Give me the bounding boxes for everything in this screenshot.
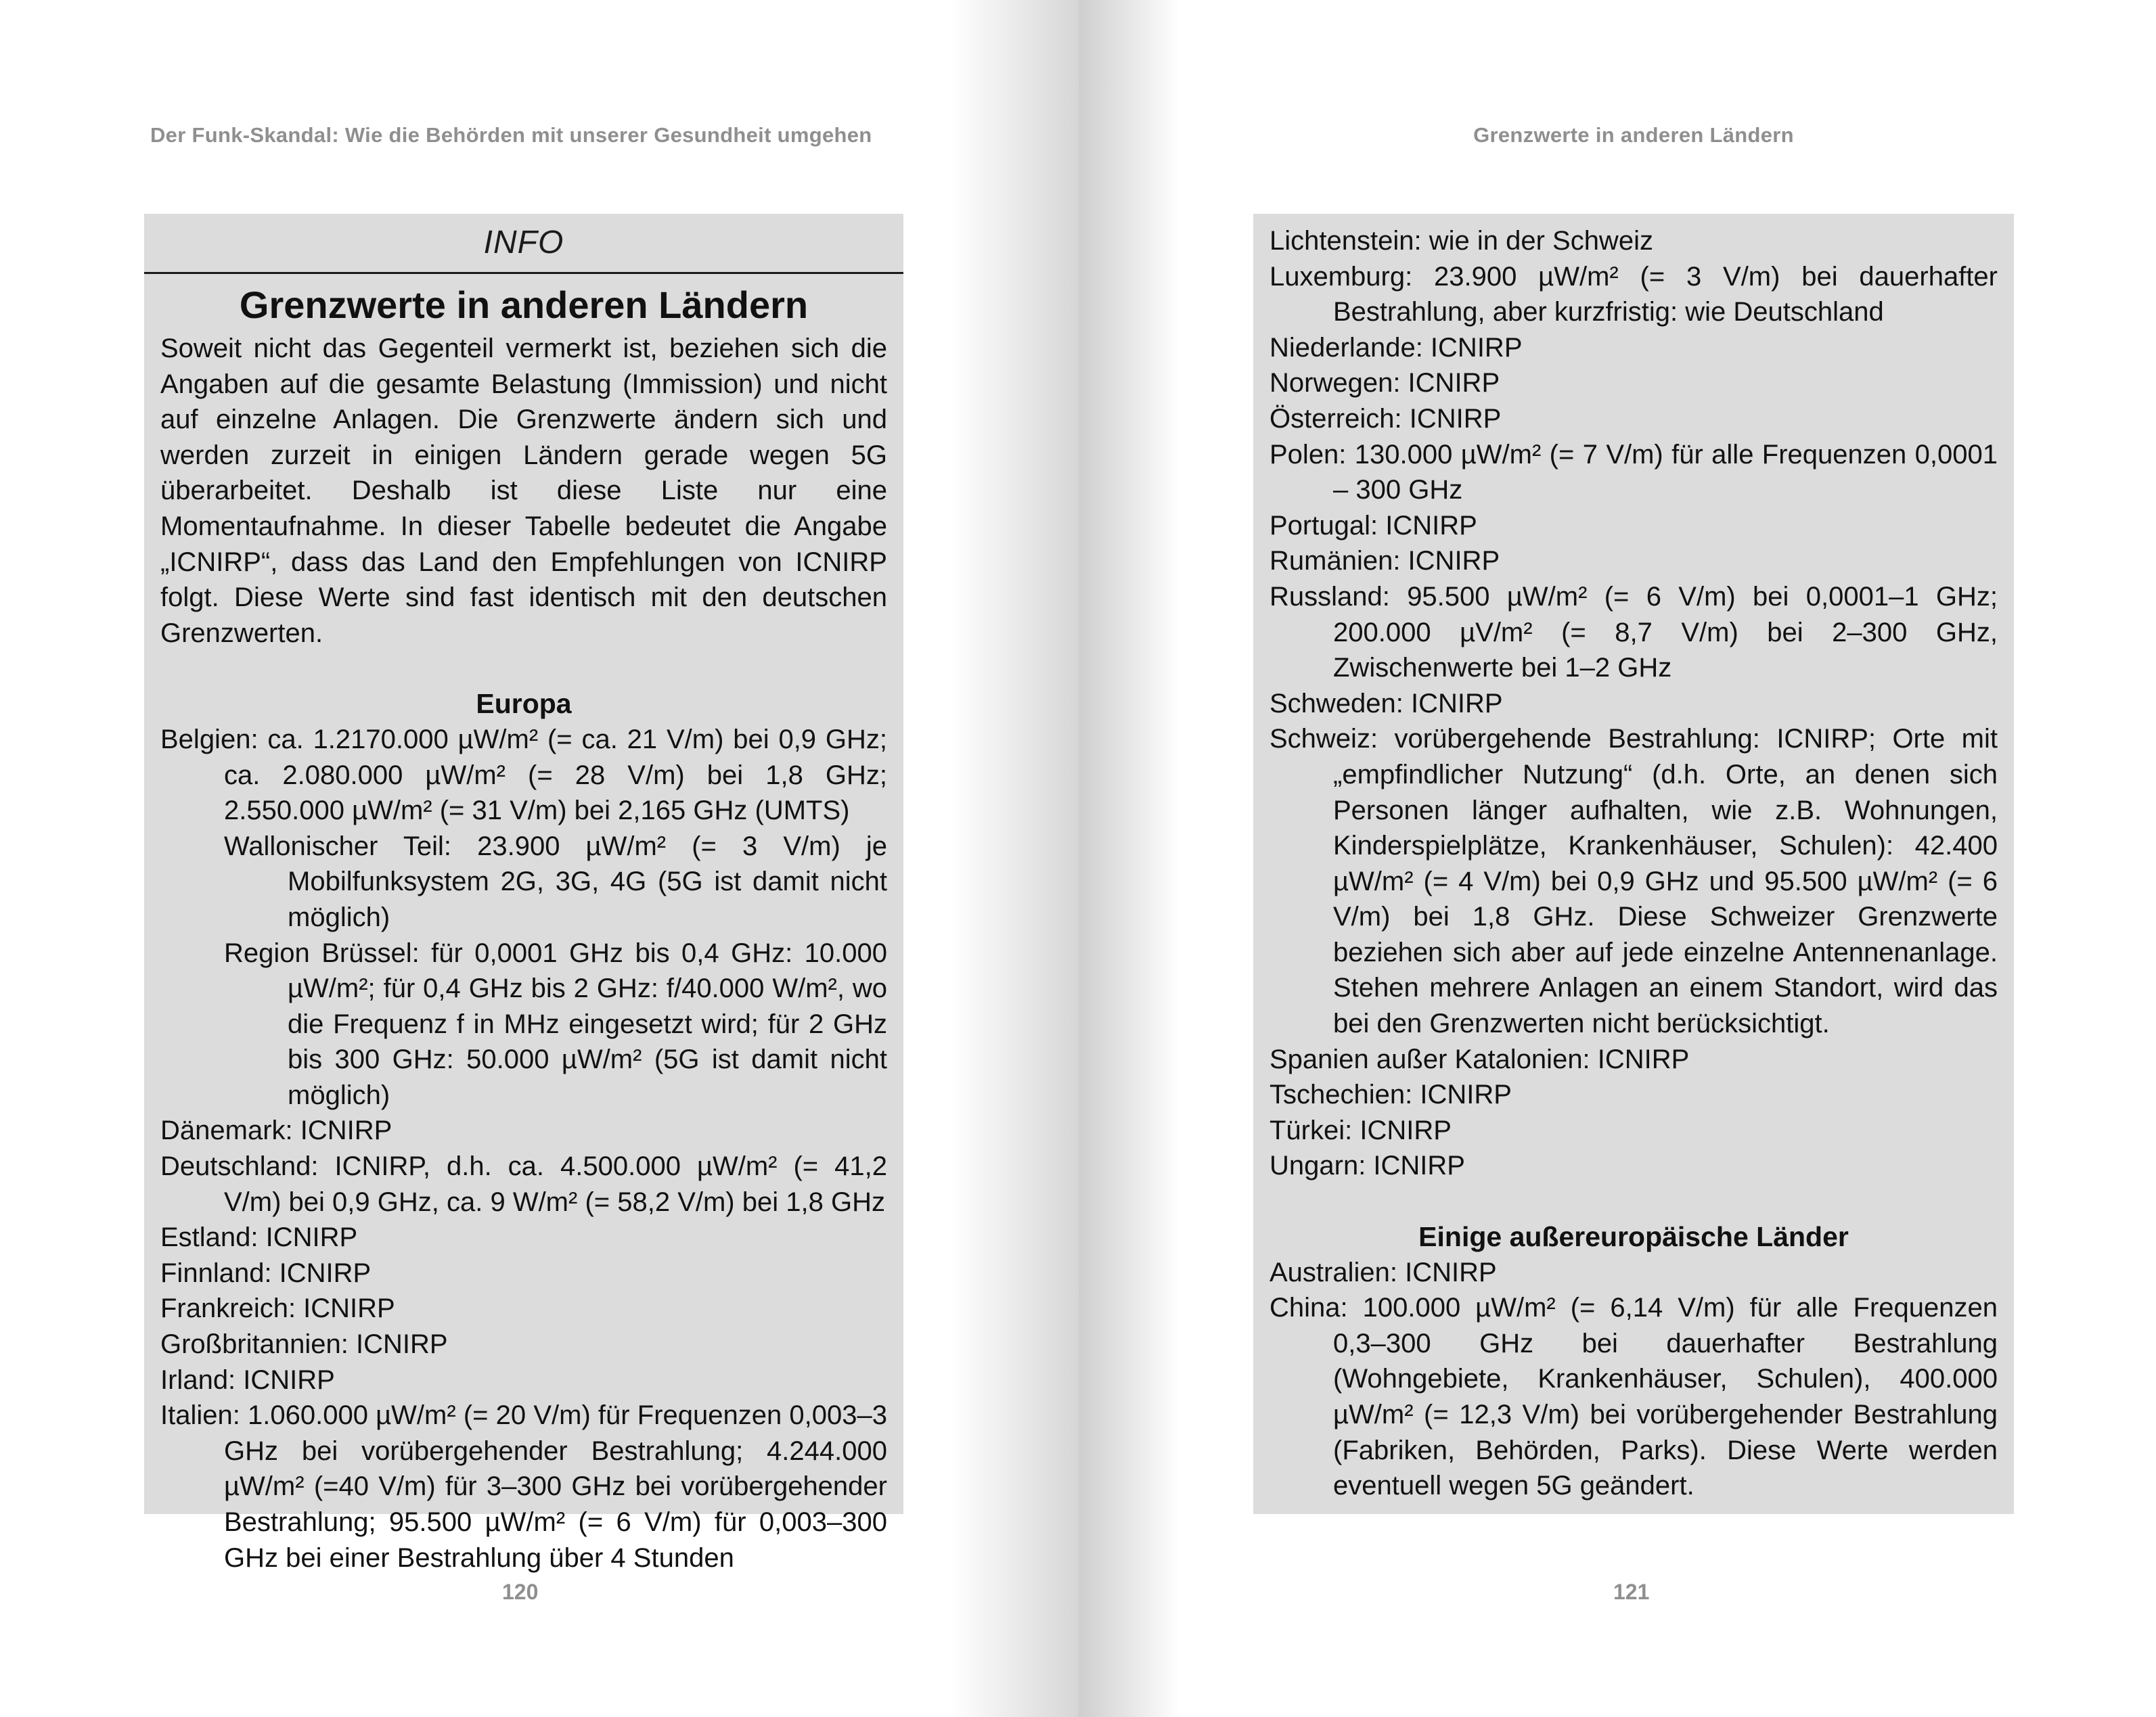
entry-australien: Australien: ICNIRP bbox=[1270, 1257, 1497, 1287]
entry-oesterreich: Österreich: ICNIRP bbox=[1270, 403, 1502, 434]
gutter-shadow-left bbox=[950, 0, 1079, 1717]
intro-paragraph: Soweit nicht das Gegenteil vermerkt ist, beziehen sich die Angaben auf die gesamte Belastung (Immission) und nicht auf einzelne Anlagen. Die Grenzwerte ändern sich und werden zurzeit in einigen Ländern gerade wegen 5G überarbeitet. Deshalb ist diese Liste nur eine Momentaufnahme. In dieser Tabelle bedeutet die Angabe „ICNIRP“, dass das Land den Empfehlungen von ICNIRP folgt. Diese Werte sind fast identisch mit den deutschen Grenzwerten. bbox=[160, 334, 887, 648]
entry-niederlande: Niederlande: ICNIRP bbox=[1270, 332, 1523, 363]
info-text-left bbox=[144, 331, 903, 1576]
entry-tschechien: Tschechien: ICNIRP bbox=[1270, 1080, 1512, 1110]
entry-italien: Italien: 1.060.000 µW/m² (= 20 V/m) für Frequenzen 0,003–3 GHz bei vorübergehender Bestrahlung; 4.244.000 µW/m² (=40 V/m) für 3–300 GHz bei vorübergehender Bestrahlung; 95.500 µW/m² (= 6 V/m) für 0,003–300 GHz bei einer Bestrahlung über 4 Stunden bbox=[160, 1400, 887, 1573]
entry-luxemburg: Luxemburg: 23.900 µW/m² (= 3 V/m) bei dauerhafter Bestrahlung, aber kurzfristig: wie Deutschland bbox=[1270, 261, 1998, 327]
running-head-right: Grenzwerte in anderen Ländern bbox=[1473, 123, 1794, 147]
section-heading-europa: Europa bbox=[476, 688, 572, 720]
entry-daenemark: Dänemark: ICNIRP bbox=[160, 1116, 392, 1146]
info-box-left bbox=[144, 214, 903, 1573]
entry-schweiz: Schweiz: vorübergehende Bestrahlung: ICNIRP; Orte mit „empfindlicher Nutzung“ (d.h. Orte, an denen sich Personen länger aufhalten, wie z.B. Wohnungen, Kinderspielplätze, Krankenhäuser, Schulen): 42.400 µW/m² (= 4 V/m) bei 0,9 GHz und 95.500 µW/m² (= 6 V/m) bei 1,8 GHz. Diese Schweizer Grenzwerte beziehen sich aber auf jede einzelne Antennenanlage. Stehen mehrere Anlagen an einem Standort, wird das bei den Grenzwerten nicht berücksichtigt. bbox=[1270, 724, 1998, 1039]
entry-lichtenstein: Lichtenstein: wie in der Schweiz bbox=[1270, 226, 1653, 256]
entry-belgien-wallonisch: Wallonischer Teil: 23.900 µW/m² (= 3 V/m) je Mobilfunksystem 2G, 3G, 4G (5G ist damit nicht möglich) bbox=[224, 831, 887, 932]
entry-finnland: Finnland: ICNIRP bbox=[160, 1258, 372, 1288]
info-label: INFO bbox=[144, 214, 903, 274]
entry-tuerkei: Türkei: ICNIRP bbox=[1270, 1115, 1452, 1145]
entry-china: China: 100.000 µW/m² (= 6,14 V/m) für alle Frequenzen 0,3–300 GHz bei dauerhafter Bestrahlung (Wohngebiete, Krankenhäuser, Schulen), 400.000 µW/m² (= 12,3 V/m) bei vorübergehender Bestrahlung (Fabriken, Behörden, Parks). Diese Werte werden eventuell wegen 5G geändert. bbox=[1270, 1293, 1998, 1501]
entry-norwegen: Norwegen: ICNIRP bbox=[1270, 368, 1500, 398]
info-title: Grenzwerte in anderen Ländern bbox=[239, 283, 809, 326]
gutter-shadow-right bbox=[1079, 0, 1180, 1717]
entry-russland: Russland: 95.500 µW/m² (= 6 V/m) bei 0,0001–1 GHz; 200.000 µV/m² (= 8,7 V/m) bei 2–300 GHz, Zwischenwerte bei 1–2 GHz bbox=[1270, 581, 1998, 683]
entry-estland: Estland: ICNIRP bbox=[160, 1222, 358, 1253]
running-head-left: Der Funk-Skandal: Wie die Behörden mit unserer Gesundheit umgehen bbox=[150, 123, 872, 147]
info-text-right bbox=[1253, 214, 2014, 1504]
entry-deutschland: Deutschland: ICNIRP, d.h. ca. 4.500.000 µW/m² (= 41,2 V/m) bei 0,9 GHz, ca. 9 W/m² (= 58,2 V/m) bei 1,8 GHz bbox=[160, 1151, 887, 1217]
entry-ungarn: Ungarn: ICNIRP bbox=[1270, 1151, 1465, 1181]
right-page bbox=[1079, 0, 2156, 1717]
entry-frankreich: Frankreich: ICNIRP bbox=[160, 1294, 395, 1324]
entry-belgien-bruessel: Region Brüssel: für 0,0001 GHz bis 0,4 GHz: 10.000 µW/m²; für 0,4 GHz bis 2 GHz: f/40.000 W/m², wo die Frequenz f in MHz eingesetzt wird; für 2 GHz bis 300 GHz: 50.000 µW/m² (5G ist damit nicht möglich) bbox=[224, 938, 887, 1110]
info-box-right bbox=[1253, 214, 2014, 1514]
entry-spanien: Spanien außer Katalonien: ICNIRP bbox=[1270, 1044, 1690, 1074]
section-heading-aussereuropa: Einige außereuropäische Länder bbox=[1418, 1221, 1849, 1253]
entry-polen: Polen: 130.000 µW/m² (= 7 V/m) für alle Frequenzen 0,0001 – 300 GHz bbox=[1270, 439, 1998, 505]
entry-belgien: Belgien: ca. 1.2170.000 µW/m² (= ca. 21 V/m) bei 0,9 GHz; ca. 2.080.000 µW/m² (= 28 V/m) bei 1,8 GHz; 2.550.000 µW/m² (= 31 V/m) bei 2,165 GHz (UMTS) bbox=[160, 724, 887, 826]
entry-rumaenien: Rumänien: ICNIRP bbox=[1270, 546, 1500, 576]
entry-irland: Irland: ICNIRP bbox=[160, 1365, 335, 1395]
entry-portugal: Portugal: ICNIRP bbox=[1270, 510, 1477, 541]
entry-schweden: Schweden: ICNIRP bbox=[1270, 688, 1503, 718]
entry-grossbritannien: Großbritannien: ICNIRP bbox=[160, 1329, 448, 1360]
page-number-right: 121 bbox=[1613, 1580, 1650, 1604]
page-number-left: 120 bbox=[502, 1580, 539, 1604]
